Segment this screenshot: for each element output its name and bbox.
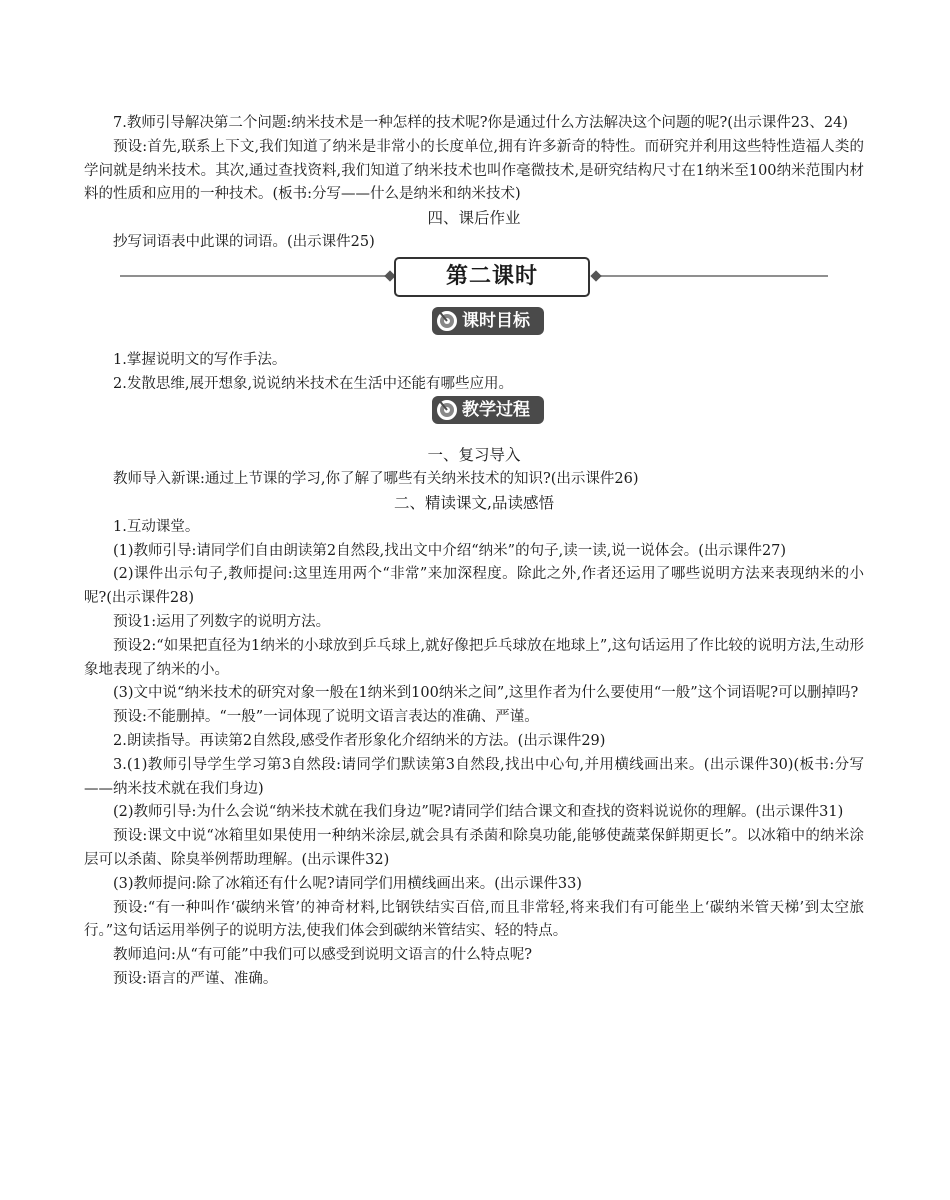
process-item: 预设:不能删掉。“一般”一词体现了说明文语言表达的准确、严谨。 — [113, 709, 539, 726]
goals-tag-label: 课时目标 — [432, 307, 544, 335]
diamond-right-icon — [590, 270, 601, 281]
process-item: (2)教师引导:为什么会说“纳米技术就在我们身边”呢?请同学们结合课文和查找的资料说说你的理解。(出示课件31) — [113, 804, 844, 821]
process-item: (1)教师引导:请同学们自由朗读第2自然段,找出文中介绍“纳米”的句子,读一读,说一说体会。(出示课件27) — [113, 542, 787, 559]
process-tag-label: 教学过程 — [432, 396, 544, 424]
paragraph-homework: 抄写词语表中此课的词语。(出示课件25) — [113, 233, 375, 250]
heading-review: 一、复习导入 — [427, 446, 521, 465]
lesson-banner — [84, 257, 864, 301]
lesson-title: 第二课时 — [394, 257, 590, 297]
process-item: 预设1:运用了列数字的说明方法。 — [113, 613, 331, 630]
heading-close-reading: 二、精读课文,品读感悟 — [394, 493, 554, 512]
process-tag — [84, 396, 864, 430]
target-icon — [434, 396, 460, 422]
process-item: 预设2:“如果把直径为1纳米的小球放到乒乓球上,就好像把乒乓球放在地球上”,这句话运用了作比较的说明方法,生动形象地表现了纳米的小。 — [84, 637, 864, 678]
process-item: (2)课件出示句子,教师提问:这里连用两个“非常”来加深程度。除此之外,作者还运用了哪些说明方法来表现纳米的小呢?(出示课件28) — [84, 566, 864, 607]
process-item: 3.(1)教师引导学生学习第3自然段:请同学们默读第3自然段,找出中心句,并用横线画出来。(出示课件30)(板书:分写——纳米技术就在我们身边) — [84, 756, 864, 797]
divider-right — [600, 275, 828, 277]
paragraph-intro: 教师导入新课:通过上节课的学习,你了解了哪些有关纳米技术的知识?(出示课件26) — [113, 471, 639, 488]
paragraph-question-7: 7.教师引导解决第二个问题:纳米技术是一种怎样的技术呢?你是通过什么方法解决这个问题的呢?(出示课件23、24) — [113, 115, 848, 131]
goals-tag — [84, 301, 864, 341]
paragraph-preset-answer: 预设:首先,联系上下文,我们知道了纳米是非常小的长度单位,拥有许多新奇的特性。而研究并利用这些特性造福人类的学问就是纳米技术。其次,通过查找资料,我们知道了纳米技术也叫作毫微技术,是研究结构尺寸在1纳米至100纳米范围内材料的性质和应用的一种技术。(板书:分写——什么是纳米和纳米技术) — [84, 138, 864, 203]
process-item: 预设:语言的严谨、准确。 — [113, 970, 278, 987]
goal-item: 1.掌握说明文的写作手法。 — [113, 351, 287, 368]
target-icon — [434, 307, 460, 333]
process-item: 2.朗读指导。再读第2自然段,感受作者形象化介绍纳米的方法。(出示课件29) — [113, 732, 606, 749]
document-page — [84, 112, 864, 992]
process-item: 1.互动课堂。 — [113, 518, 200, 535]
process-item: (3)教师提问:除了冰箱还有什么呢?请同学们用横线画出来。(出示课件33) — [113, 875, 582, 892]
process-item: (3)文中说“纳米技术的研究对象一般在1纳米到100纳米之间”,这里作者为什么要使用“一般”这个词语呢?可以删掉吗? — [113, 685, 859, 702]
process-item: 预设:“有一种叫作‘碳纳米管’的神奇材料,比钢铁结实百倍,而且非常轻,将来我们有可能坐上‘碳纳米管天梯’到太空旅行。”这句话运用举例子的说明方法,使我们体会到碳纳米管结实、轻的特点。 — [84, 899, 864, 940]
process-item: 预设:课文中说“冰箱里如果使用一种纳米涂层,就会具有杀菌和除臭功能,能够使蔬菜保鲜期更长”。以冰箱中的纳米涂层可以杀菌、除臭举例帮助理解。(出示课件32) — [84, 828, 864, 868]
heading-homework: 四、课后作业 — [427, 209, 521, 228]
process-item: 教师追问:从“有可能”中我们可以感受到说明文语言的什么特点呢? — [113, 947, 532, 964]
goal-item: 2.发散思维,展开想象,说说纳米技术在生活中还能有哪些应用。 — [113, 375, 514, 392]
